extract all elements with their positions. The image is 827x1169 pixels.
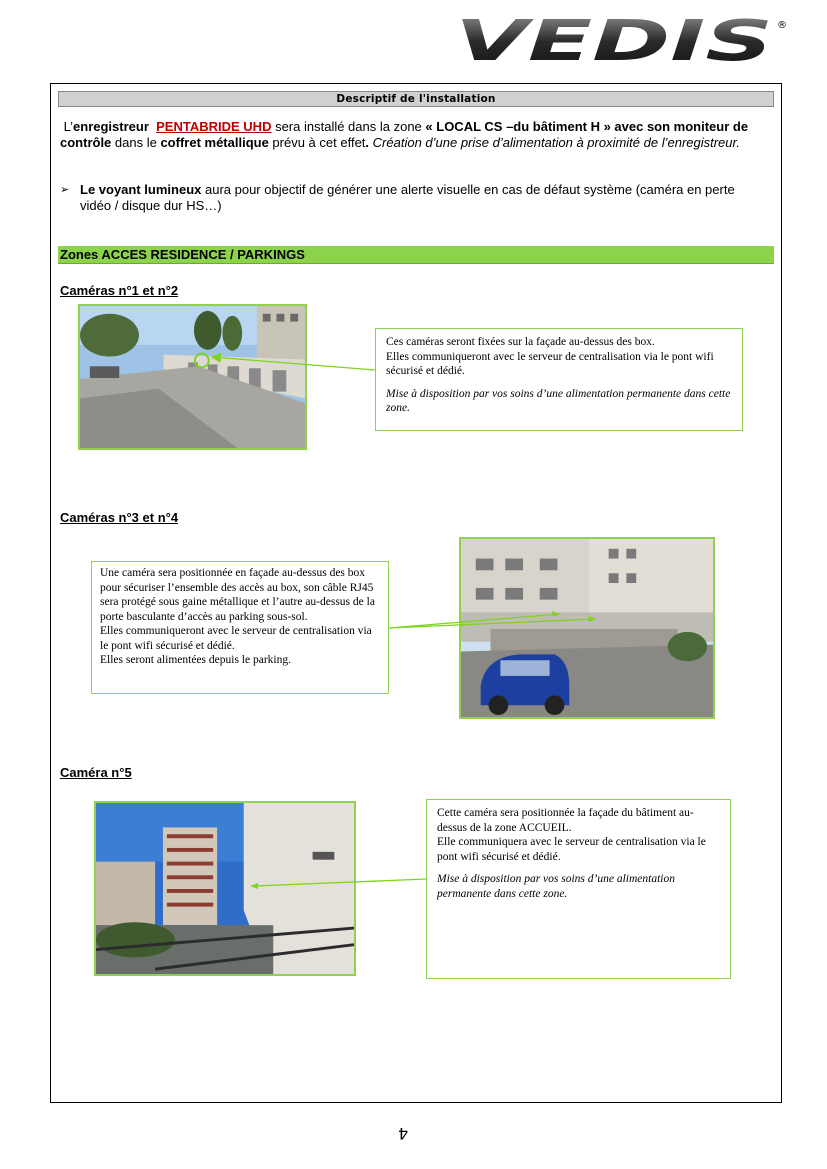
cameras-3-4-title: Caméras n°3 et n°4 <box>60 510 179 525</box>
vedis-logo <box>455 14 790 66</box>
camera-5-title: Caméra n°5 <box>60 765 132 780</box>
camera-5-note: Cette caméra sera positionnée la façade du bâtiment au-dessus de la zone ACCUEIL. Elle communiquera avec le serveur de centralisation via le pont wifi sécurisé et dédié. Mise à disposition par vos soins d’une alimentation permanente dans cette zone. <box>426 799 731 979</box>
camera-3-4-note: Une caméra sera positionnée en façade au-dessus des box pour sécuriser l’ensemble des accès au box, son câble RJ45 sera protégé sous gaine métallique et l’autre au-dessus de la porte basculante d’accès au parking sous-sol. Elles communiqueront avec le serveur de centralisation via le pont wifi sécurisé et dédié. Elles seront alimentées depuis le parking. <box>91 561 389 694</box>
intro-paragraph: L’enregistreur PENTABRIDE UHD sera installé dans la zone « LOCAL CS –du bâtiment H » avec son moniteur de contrôle dans le coffret métallique prévu à cet effet. Création d’une prise d’alimentation à proximité de l’enregistreur. <box>60 119 749 150</box>
page-number: 4 <box>398 1124 409 1143</box>
cameras-1-2-title: Caméras n°1 et n°2 <box>60 283 179 298</box>
brand-name: VEDIS <box>455 14 773 66</box>
product-name: PENTABRIDE UHD <box>156 119 272 134</box>
bullet-arrow-icon: ➢ <box>60 184 70 196</box>
reception-photo <box>94 801 356 976</box>
zone-heading: Zones ACCES RESIDENCE / PARKINGS <box>58 246 774 264</box>
section-title: Descriptif de l'installation <box>58 91 774 107</box>
parking-photo <box>459 537 715 719</box>
camera-1-2-note: Ces caméras seront fixées sur la façade au-dessus des box. Elles communiqueront avec le serveur de centralisation via le pont wifi sécurisé et dédié. Mise à disposition par vos soins d’une alimentation permanente dans cette zone. <box>375 328 743 431</box>
garage-photo <box>78 304 307 450</box>
svg-text:®: ® <box>777 20 787 31</box>
